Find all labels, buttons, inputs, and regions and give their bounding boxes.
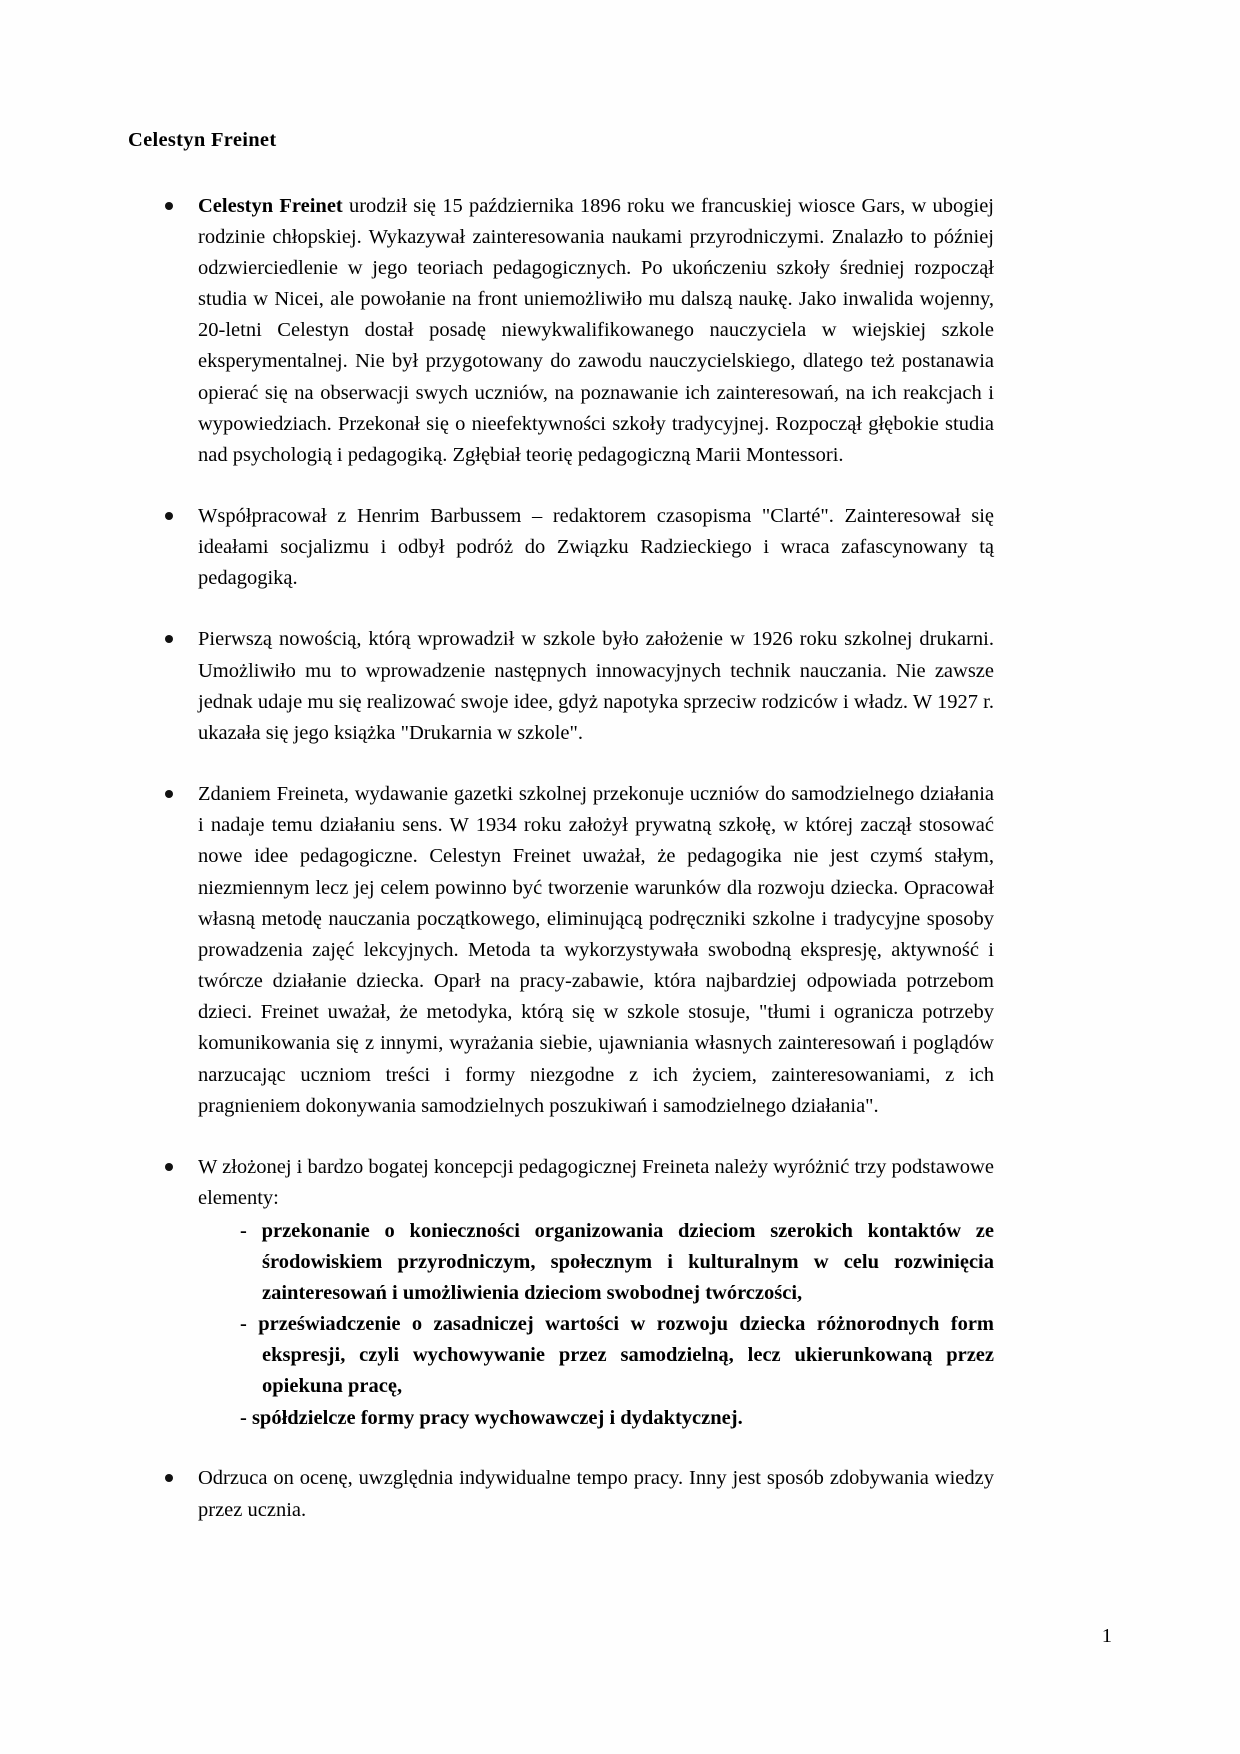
sub-list-item — [240, 1216, 994, 1308]
sub-list-item-text: spółdzielcze formy pracy wychowawczej i dydaktycznej. — [251, 1406, 743, 1429]
bullet-dot-icon — [165, 1163, 173, 1171]
lead-bold-text: Celestyn Freinet — [198, 194, 343, 217]
body-text: Współpracował z Henrim Barbussem – redaktorem czasopisma "Clarté". Zainteresował się ideałami socjalizmu i odbył podróż do Związku Radzieckiego i wraca zafascynowany tą pedagogiką. — [198, 505, 994, 590]
body-text: Zdaniem Freineta, wydawanie gazetki szkolnej przekonuje uczniów do samodzielnego działania i nadaje temu działaniu sens. W 1934 roku założył prywatną szkołę, w której zaczął stosować nowe idee pedagogiczne. Celestyn Freinet uważał, że pedagogika nie jest czymś stałym, niezmiennym lecz jej celem powinno być tworzenie warunków dla rozwoju dziecka. Opracował własną metodę nauczania początkowego, eliminującą podręczniki szkolne i tradycyjne sposoby prowadzenia zajęć lekcyjnych. Metoda ta wykorzystywała swobodną ekspresję, aktywność i twórcze działanie dziecka. Oparł na pracy-zabawie, która najbardziej odpowiada potrzebom dzieci. Freinet uważał, że metodyka, którą się w szkole stosuje, "tłumi i ogranicza potrzeby komunikowania się z innymi, wyrażania siebie, ujawniania własnych zainteresowań i poglądów narzucając uczniom treści i formy niezgodne z ich życiem, zainteresowaniami, z ich pragnieniem dokonywania samodzielnych poszukiwań i samodzielnego działania". — [198, 783, 994, 1117]
list-item — [128, 191, 994, 471]
list-item — [128, 501, 994, 594]
sub-list-item-text: przeświadczenie o zasadniczej wartości w rozwoju dziecka różnorodnych form ekspresji, czyli wychowywanie przez samodzielną, lecz ukierunkowaną przez opiekuna pracę, — [258, 1313, 995, 1397]
body-text: Pierwszą nowością, którą wprowadził w szkole było założenie w 1926 roku szkolnej drukarni. Umożliwiło mu to wprowadzenie następnych innowacyjnych technik nauczania. Nie zawsze jednak udaje mu się realizować swoje idee, gdyż napotyka sprzeciw rodziców i władz. W 1927 r. ukazała się jego książka "Drukarnia w szkole". — [198, 628, 994, 744]
sub-dash: - — [240, 1313, 247, 1336]
list-item-text — [198, 779, 994, 1122]
list-item — [128, 624, 994, 749]
bullet-dot-icon — [165, 1474, 173, 1482]
list-item — [128, 1463, 994, 1525]
list-item — [128, 779, 994, 1122]
list-item — [128, 1152, 994, 1434]
list-item-text — [198, 1152, 994, 1214]
bullet-dot-icon — [165, 512, 173, 520]
bullet-dot-icon — [165, 635, 173, 643]
body-text: urodził się 15 października 1896 roku we francuskiej wiosce Gars, w ubogiej rodzinie chłopskiej. Wykazywał zainteresowania naukami przyrodniczymi. Znalazło to później odzwierciedlenie w jego teoriach pedagogicznych. Po ukończeniu szkoły średniej rozpoczął studia w Nicei, ale powołanie na front uniemożliwiło mu dalszą naukę. Jako inwalida wojenny, 20-letni Celestyn dostał posadę niewykwalifikowanego nauczyciela w wiejskiej szkole eksperymentalnej. Nie był przygotowany do zawodu nauczycielskiego, dlatego też postanawia opierać się na obserwacji swych uczniów, na poznawanie ich zainteresowań, na ich reakcjach i wypowiedziach. Przekonał się o nieefektywności szkoły tradycyjnej. Rozpoczął głębokie studia nad psychologią i pedagogiką. Zgłębiał teorię pedagogiczną Marii Montessori. — [198, 194, 994, 466]
sub-list-item — [240, 1309, 994, 1401]
list-item-text — [198, 1463, 994, 1525]
bullet-list — [128, 191, 994, 1526]
list-item-text — [198, 501, 994, 594]
body-text: W złożonej i bardzo bogatej koncepcji pedagogicznej Freineta należy wyróżnić trzy podstawowe elementy: — [198, 1155, 994, 1209]
list-item-text — [198, 191, 994, 471]
sub-list — [198, 1216, 994, 1433]
sub-list-item — [240, 1403, 994, 1434]
sub-dash: - — [240, 1220, 247, 1243]
document-content — [128, 128, 994, 1556]
sub-list-item-text: przekonanie o konieczności organizowania dzieciom szerokich kontaktów ze środowiskiem przyrodniczym, społecznym i kulturalnym w celu rozwinięcia zainteresowań i umożliwienia dzieciom swobodnej twórczości, — [261, 1220, 995, 1304]
bullet-dot-icon — [165, 202, 173, 210]
page-title: Celestyn Freinet — [128, 129, 277, 151]
sub-dash: - — [240, 1406, 247, 1429]
page-number: 1 — [1101, 1624, 1112, 1647]
bullet-dot-icon — [165, 790, 173, 798]
list-item-text — [198, 624, 994, 749]
body-text: Odrzuca on ocenę, uwzględnia indywidualne tempo pracy. Inny jest sposób zdobywania wiedzy przez ucznia. — [198, 1467, 994, 1521]
